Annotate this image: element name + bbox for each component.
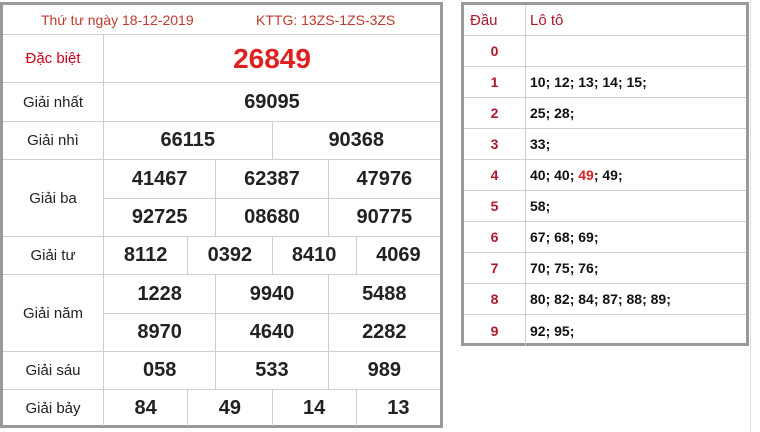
loto-row <box>464 129 746 160</box>
prize-label-third: Giải ba <box>3 160 104 236</box>
loto-head: 8 <box>464 284 526 314</box>
seventh-number: 14 <box>272 390 356 426</box>
prize-row-special <box>3 35 440 83</box>
loto-values <box>526 129 746 159</box>
prize-label-fifth: Giải năm <box>3 275 104 351</box>
loto-values <box>526 222 746 252</box>
third-number: 47976 <box>328 160 440 198</box>
prize-label-second: Giải nhì <box>3 122 104 159</box>
prize-label-first: Giải nhất <box>3 83 104 121</box>
loto-row <box>464 191 746 222</box>
prize-label-sixth: Giải sáu <box>3 352 104 389</box>
loto-values-text: 70; 75; 76; <box>530 260 599 276</box>
loto-values-text: 92; 95; <box>530 322 575 339</box>
loto-head: 6 <box>464 222 526 252</box>
loto-values <box>526 36 746 66</box>
first-number: 69095 <box>244 90 300 113</box>
prize-label-seventh: Giải bảy <box>3 390 104 426</box>
sixth-number: 989 <box>328 352 440 389</box>
loto-highlight-number: 49 <box>578 167 594 183</box>
page-divider <box>750 0 751 432</box>
loto-values <box>526 315 746 346</box>
third-number: 90775 <box>328 199 440 236</box>
loto-head-label: Đầu <box>464 5 526 35</box>
fifth-number: 2282 <box>328 314 440 351</box>
fourth-number: 0392 <box>187 237 271 274</box>
fifth-number: 4640 <box>215 314 327 351</box>
draw-date: Thứ tư ngày 18-12-2019 <box>41 12 194 28</box>
fourth-number: 8112 <box>123 244 168 266</box>
third-number: 62387 <box>215 160 327 198</box>
fifth-number: 5488 <box>328 275 440 313</box>
prize-row-first <box>3 83 440 122</box>
loto-row <box>464 98 746 129</box>
third-number: 41467 <box>131 167 188 190</box>
loto-values <box>526 253 746 283</box>
loto-row <box>464 36 746 67</box>
loto-values <box>526 67 746 97</box>
sixth-number: 533 <box>215 352 327 389</box>
loto-head: 1 <box>464 67 526 97</box>
results-header <box>3 5 440 35</box>
loto-values <box>526 98 746 128</box>
prize-label-fourth: Giải tư <box>3 237 104 274</box>
loto-values-text: 58; <box>530 198 551 214</box>
loto-values <box>526 160 746 190</box>
loto-values-text: 80; 82; 84; 87; 88; 89; <box>530 291 671 307</box>
fifth-number: 8970 <box>137 321 182 343</box>
loto-value-label: Lô tô <box>530 11 564 29</box>
loto-header-row <box>464 5 746 36</box>
fifth-number: 9940 <box>215 275 327 313</box>
prize-row-fifth <box>3 275 440 352</box>
seventh-number: 49 <box>187 390 271 426</box>
loto-values-text: 67; 68; 69; <box>530 229 599 245</box>
fifth-number: 1228 <box>137 282 182 305</box>
loto-row <box>464 222 746 253</box>
prize-row-sixth <box>3 352 440 390</box>
loto-values-text: 25; 28; <box>530 105 575 121</box>
loto-row <box>464 253 746 284</box>
loto-values-text: ; 49; <box>593 167 623 183</box>
seventh-number: 84 <box>134 396 157 419</box>
sixth-number: 058 <box>142 359 177 381</box>
loto-head: 7 <box>464 253 526 283</box>
fourth-number: 4069 <box>356 237 440 274</box>
second-number: 66115 <box>160 129 215 151</box>
draw-code: KTTG: 13ZS-1ZS-3ZS <box>256 12 396 28</box>
loto-head: 3 <box>464 129 526 159</box>
seventh-number: 13 <box>356 390 440 426</box>
second-number: 90368 <box>272 122 441 159</box>
loto-head: 4 <box>464 160 526 190</box>
loto-table <box>461 2 749 346</box>
prize-label-special: Đặc biệt <box>3 35 104 82</box>
prize-row-seventh <box>3 390 440 426</box>
prize-row-third <box>3 160 440 237</box>
loto-head: 0 <box>464 36 526 66</box>
loto-values <box>526 191 746 221</box>
loto-head: 9 <box>464 315 526 346</box>
prize-row-second <box>3 122 440 160</box>
prize-row-fourth <box>3 237 440 275</box>
results-table <box>0 2 443 428</box>
fourth-number: 8410 <box>272 237 356 274</box>
loto-values-text: 33; <box>530 136 551 152</box>
loto-values <box>526 284 746 314</box>
third-number: 08680 <box>215 199 327 236</box>
loto-head: 5 <box>464 191 526 221</box>
special-number: 26849 <box>233 42 311 74</box>
loto-row <box>464 160 746 191</box>
loto-row <box>464 315 746 346</box>
loto-head: 2 <box>464 98 526 128</box>
loto-row <box>464 67 746 98</box>
loto-values-text: 40; 40; <box>530 167 579 183</box>
loto-row <box>464 284 746 315</box>
third-number: 92725 <box>131 206 188 228</box>
loto-values-text: 10; 12; 13; 14; 15; <box>530 74 647 90</box>
